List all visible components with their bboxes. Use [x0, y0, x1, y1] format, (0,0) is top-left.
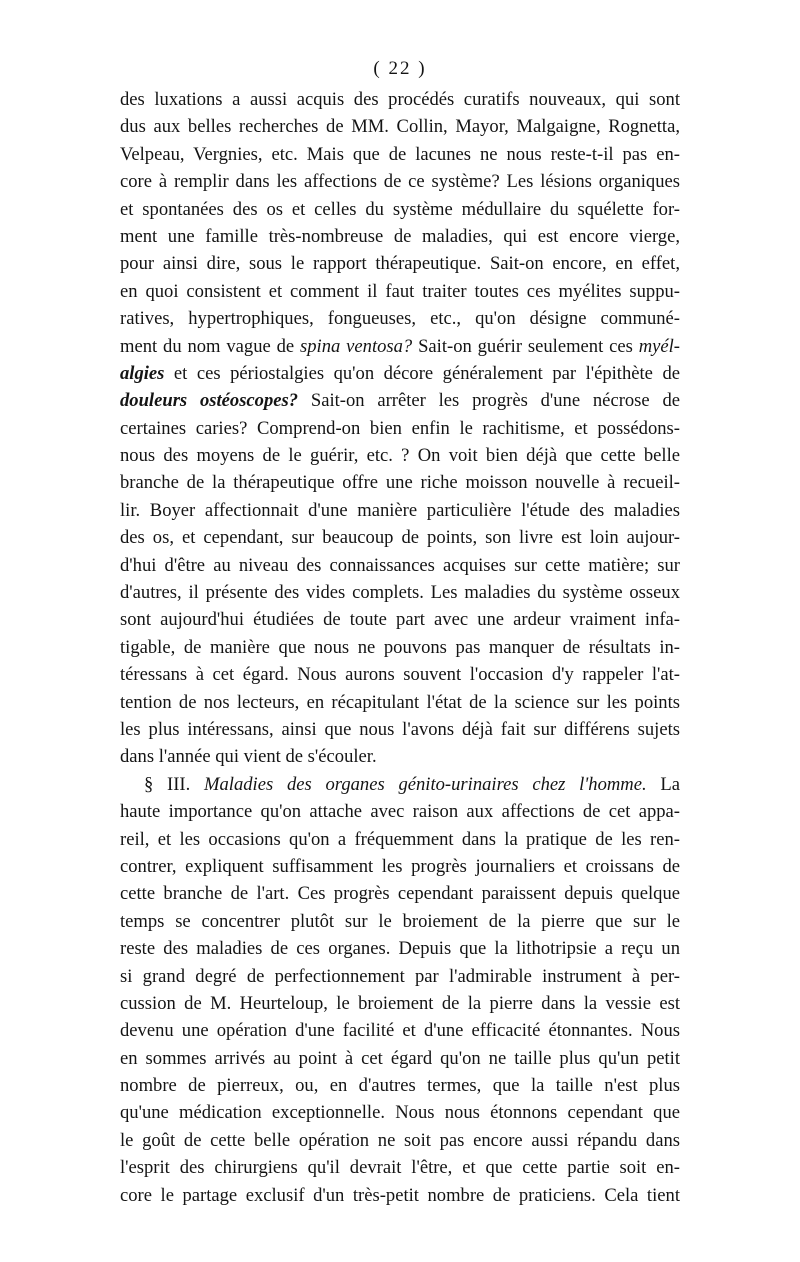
- text-run: contrer, expliquent suffisamment les progrès journaliers et croissans de: [120, 855, 680, 877]
- text-line: [120, 196, 680, 223]
- text-run: core le partage exclusif d'un très-petit nombre de praticiens. Cela tient: [120, 1184, 680, 1206]
- text-line: [120, 716, 680, 743]
- text-run: les plus intéressans, ainsi que nous l'avons déjà fait sur différens sujets: [120, 718, 680, 740]
- text-line: [120, 798, 680, 825]
- text-line: [120, 1099, 680, 1126]
- text-line: [120, 661, 680, 688]
- text-line: [120, 497, 680, 524]
- text-line: [120, 223, 680, 250]
- text-line: [120, 1154, 680, 1181]
- text-run: lir. Boyer affectionnait d'une manière particulière l'étude des maladies: [120, 499, 680, 521]
- text-run: en quoi consistent et comment il faut traiter toutes ces myélites suppu-: [120, 280, 680, 302]
- text-run: des luxations a aussi acquis des procédés curatifs nouveaux, qui sont: [120, 89, 680, 110]
- text-run: l'esprit des chirurgiens qu'il devrait l'être, et que cette partie soit en-: [120, 1157, 680, 1179]
- text-line: [120, 689, 680, 716]
- text-run: nombre de pierreux, ou, en d'autres termes, que la taille n'est plus: [120, 1075, 680, 1097]
- text-run: cussion de M. Heurteloup, le broiement de la pierre dans la vessie est: [120, 992, 680, 1014]
- text-line: [120, 935, 680, 962]
- text-line: [120, 990, 680, 1017]
- text-run: devenu une opération d'une facilité et d'une efficacité étonnantes. Nous: [120, 1020, 680, 1042]
- text-line: [120, 771, 680, 798]
- text-line: [120, 141, 680, 168]
- emphasis-text: algies: [120, 362, 165, 384]
- text-run: en sommes arrivés au point à cet égard qu'on ne taille plus qu'un petit: [120, 1047, 680, 1069]
- text-run: pour ainsi dire, sous le rapport thérapeutique. Sait-on encore, en effet,: [120, 253, 680, 275]
- text-run: sont aujourd'hui étudiées de toute part avec une ardeur vraiment infa-: [120, 609, 680, 631]
- body-text: [120, 86, 680, 1209]
- text-run: tigable, de manière que nous ne pouvons pas manquer de résultats in-: [120, 636, 680, 658]
- text-line: [120, 552, 680, 579]
- text-run: cette branche de l'art. Ces progrès cependant paraissent depuis quelque: [120, 883, 680, 905]
- text-line: [120, 826, 680, 853]
- text-run: qu'une médication exceptionnelle. Nous nous étonnons cependant que: [120, 1102, 680, 1124]
- text-run: le goût de cette belle opération ne soit pas encore aussi répandu dans: [120, 1129, 680, 1151]
- text-run: d'hui d'être au niveau des connaissances acquises sur cette matière; sur: [120, 554, 680, 576]
- text-run: reste des maladies de ces organes. Depuis que la lithotripsie a reçu un: [120, 938, 680, 960]
- text-run: dus aux belles recherches de MM. Collin, Mayor, Malgaigne, Rognetta,: [120, 116, 680, 138]
- text-line: [120, 168, 680, 195]
- text-run: d'autres, il présente des vides complets. Les maladies du système osseux: [120, 582, 680, 604]
- text-line: [120, 743, 680, 770]
- text-run: tention de nos lecteurs, en récapitulant l'état de la science sur les points: [120, 691, 680, 713]
- text-run: temps se concentrer plutôt sur le broiement de la pierre que sur le: [120, 910, 680, 932]
- text-line: [120, 86, 680, 113]
- text-run: Velpeau, Vergnies, etc. Mais que de lacunes ne nous reste-t-il pas en-: [120, 143, 680, 165]
- text-run: si grand degré de perfectionnement par l'admirable instrument à per-: [120, 965, 680, 987]
- text-run: certaines caries? Comprend-on bien enfin le rachitisme, et possédons-: [120, 417, 680, 439]
- text-line: [120, 415, 680, 442]
- text-line: [120, 1017, 680, 1044]
- text-line: [120, 853, 680, 880]
- text-run: ment une famille très-nombreuse de maladies, qui est encore vierge,: [120, 225, 680, 247]
- text-line: [120, 360, 680, 387]
- text-line: [120, 250, 680, 277]
- text-run: Sait-on arrêter les progrès d'une nécrose de: [298, 390, 680, 412]
- text-run: des os, et cependant, sur beaucoup de points, son livre est loin aujour-: [120, 527, 680, 549]
- text-line: [120, 880, 680, 907]
- text-run: § III.: [144, 773, 205, 795]
- text-line: [120, 442, 680, 469]
- text-run: dans l'année qui vient de s'écouler.: [120, 746, 377, 768]
- text-line: [120, 908, 680, 935]
- emphasis-text: myél-: [638, 335, 680, 357]
- text-line: [120, 1182, 680, 1209]
- text-line: [120, 1045, 680, 1072]
- emphasis-text: Maladies des organes génito-urinaires chez l'homme.: [204, 773, 647, 795]
- text-line: [120, 634, 680, 661]
- text-line: [120, 469, 680, 496]
- text-line: [120, 963, 680, 990]
- text-line: [120, 387, 680, 414]
- text-line: [120, 1127, 680, 1154]
- text-run: branche de la thérapeutique offre une riche moisson nouvelle à recueil-: [120, 472, 680, 494]
- text-line: [120, 606, 680, 633]
- emphasis-text: spina ventosa?: [300, 335, 413, 357]
- text-run: ratives, hypertrophiques, fongueuses, etc., qu'on désigne communé-: [120, 308, 680, 330]
- text-run: Sait-on guérir seulement ces: [412, 335, 639, 357]
- text-run: téressans à cet égard. Nous aurons souvent l'occasion d'y rappeler l'at-: [120, 664, 680, 686]
- emphasis-text: douleurs ostéoscopes?: [120, 390, 299, 412]
- text-line: [120, 333, 680, 360]
- text-line: [120, 278, 680, 305]
- text-run: core à remplir dans les affections de ce système? Les lésions organiques: [120, 171, 680, 193]
- text-run: reil, et les occasions qu'on a fréquemment dans la pratique de les ren-: [120, 828, 680, 850]
- text-line: [120, 113, 680, 140]
- text-run: haute importance qu'on attache avec raison aux affections de cet appa-: [120, 801, 680, 823]
- text-run: ment du nom vague de: [120, 335, 300, 357]
- text-run: nous des moyens de le guérir, etc. ? On voit bien déjà que cette belle: [120, 445, 680, 467]
- page-number: ( 22 ): [373, 58, 427, 79]
- text-run: et spontanées des os et celles du système médullaire du squélette for-: [120, 198, 680, 220]
- text-line: [120, 579, 680, 606]
- text-run: et ces périostalgies qu'on décore généralement par l'épithète de: [164, 362, 680, 384]
- text-line: [120, 524, 680, 551]
- text-run: La: [646, 773, 680, 795]
- text-line: [120, 1072, 680, 1099]
- text-line: [120, 305, 680, 332]
